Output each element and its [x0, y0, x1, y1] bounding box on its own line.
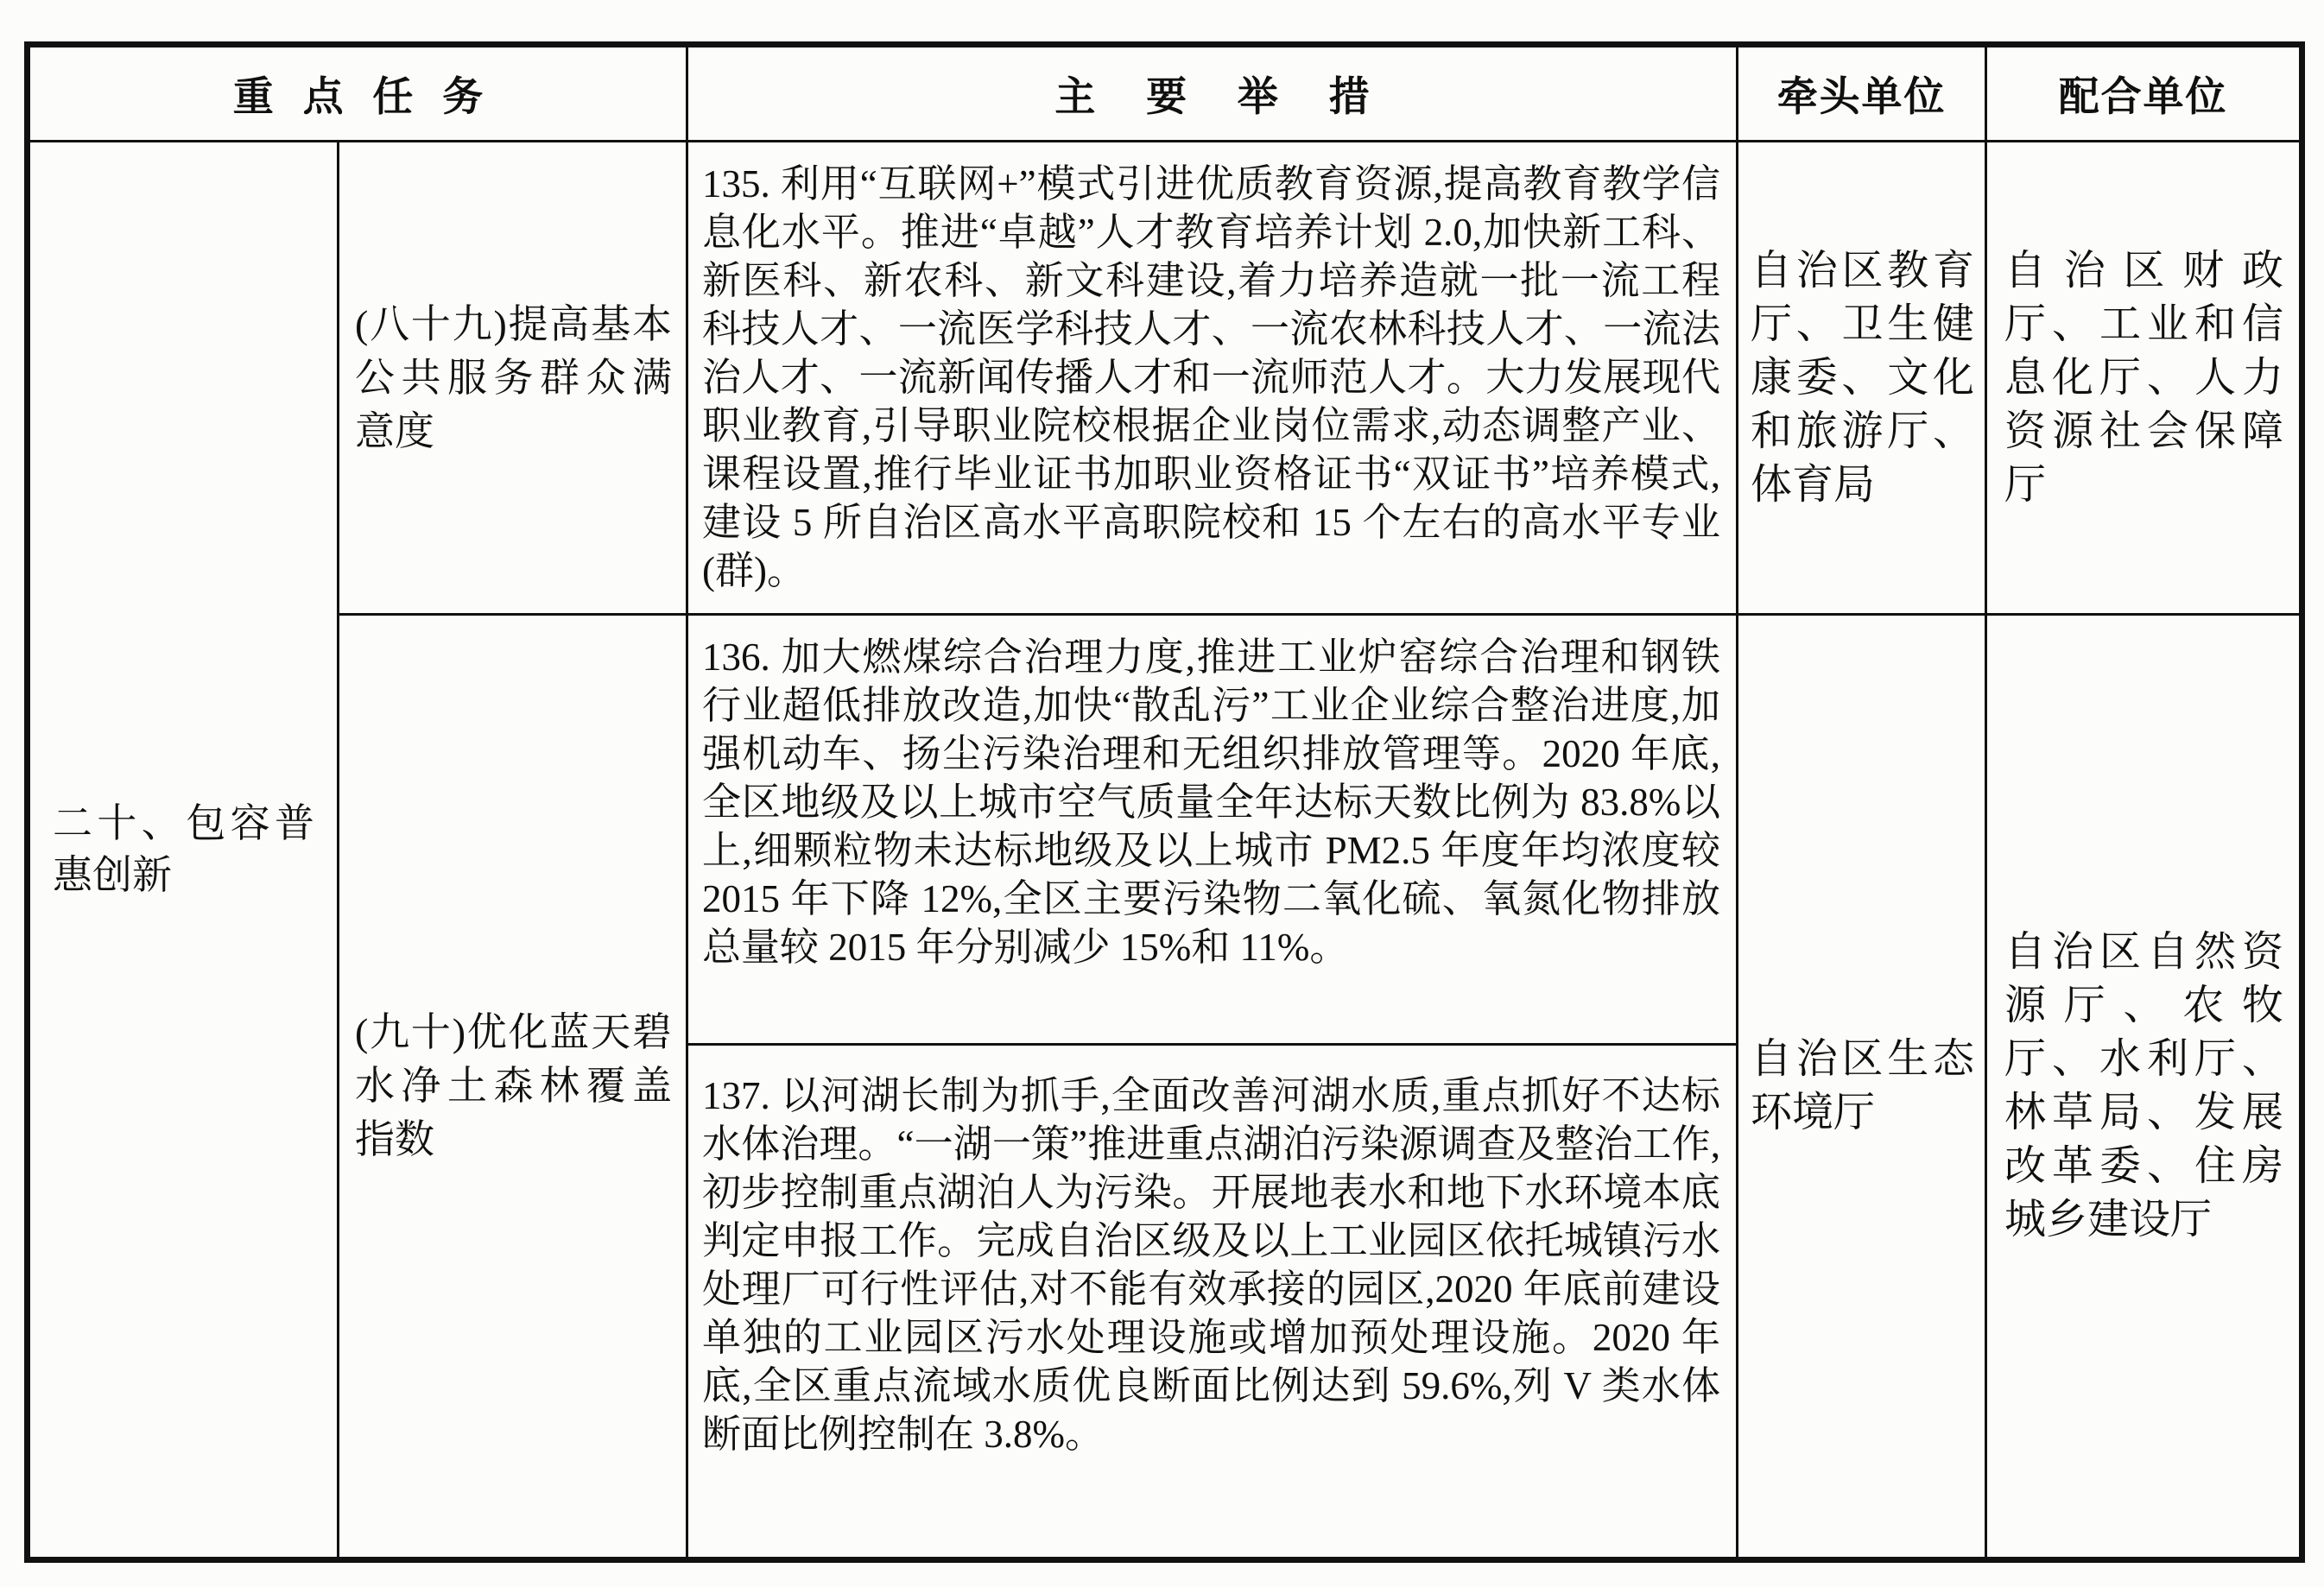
column-header-support-unit: 配合单位 — [1986, 45, 2302, 142]
measure-cell-137: 137. 以河湖长制为抓手,全面改善河湖水质,重点抓好不达标水体治理。“一湖一策”推进重点湖泊污染源调查及整治工作,初步控制重点湖泊人为污染。开展地表水和地下水环境本底判定申报工作。完成自治区级及以上工业园区依托城镇污水处理厂可行性评估,对不能有效承接的园区,2020 年底前建设单独的工业园区污水处理设施或增加预处理设施。2020 年底,全区重点流域水质优良断面比例达到 59.6%,列 V 类水体断面比例控制在 3.8%。 — [687, 1045, 1738, 1560]
task-cell-90: (九十)优化蓝天碧水净土森林覆盖指数 — [339, 615, 687, 1560]
measure-cell-135: 135. 利用“互联网+”模式引进优质教育资源,提高教育教学信息化水平。推进“卓越”人才教育培养计划 2.0,加快新工科、新医科、新农科、新文科建设,着力培养造就一批一流工程科技人才、一流医学科技人才、一流农林科技人才、一流法治人才、一流新闻传播人才和一流师范人才。大力发展现代职业教育,引导职业院校根据企业岗位需求,动态调整产业、课程设置,推行毕业证书加职业资格证书“双证书”培养模式,建设 5 所自治区高水平高职院校和 15 个左右的高水平专业(群)。 — [687, 142, 1738, 615]
table-row-measure-135 — [28, 142, 2302, 615]
support-unit-cell-row2: 自治区自然资源厅、农牧厅、水利厅、林草局、发展改革委、住房城乡建设厅 — [1986, 615, 2302, 1560]
support-unit-cell-row1: 自治区财政厅、工业和信息化厅、人力资源社会保障厅 — [1986, 142, 2302, 615]
lead-unit-cell-row2: 自治区生态环境厅 — [1738, 615, 1986, 1560]
task-cell-89: (八十九)提高基本公共服务群众满意度 — [339, 142, 687, 615]
column-header-key-tasks: 重点任务 — [28, 45, 687, 142]
table-header-row — [28, 45, 2302, 142]
task-measures-table — [24, 41, 2305, 1563]
column-header-lead-unit: 牵头单位 — [1738, 45, 1986, 142]
lead-unit-cell-row1: 自治区教育厅、卫生健康委、文化和旅游厅、体育局 — [1738, 142, 1986, 615]
table-row-measure-136 — [28, 615, 2302, 1045]
section-label-cell: 二十、包容普惠创新 — [28, 142, 339, 1560]
measure-cell-136: 136. 加大燃煤综合治理力度,推进工业炉窑综合治理和钢铁行业超低排放改造,加快“散乱污”工业企业综合整治进度,加强机动车、扬尘污染治理和无组织排放管理等。2020 年底,全区地级及以上城市空气质量全年达标天数比例为 83.8%以上,细颗粒物未达标地级及以上城市 PM2.5 年度年均浓度较 2015 年下降 12%,全区主要污染物二氧化硫、氧氮化物排放总量较 2015 年分别减少 15%和 11%。 — [687, 615, 1738, 1045]
column-header-main-measures: 主要举措 — [687, 45, 1738, 142]
